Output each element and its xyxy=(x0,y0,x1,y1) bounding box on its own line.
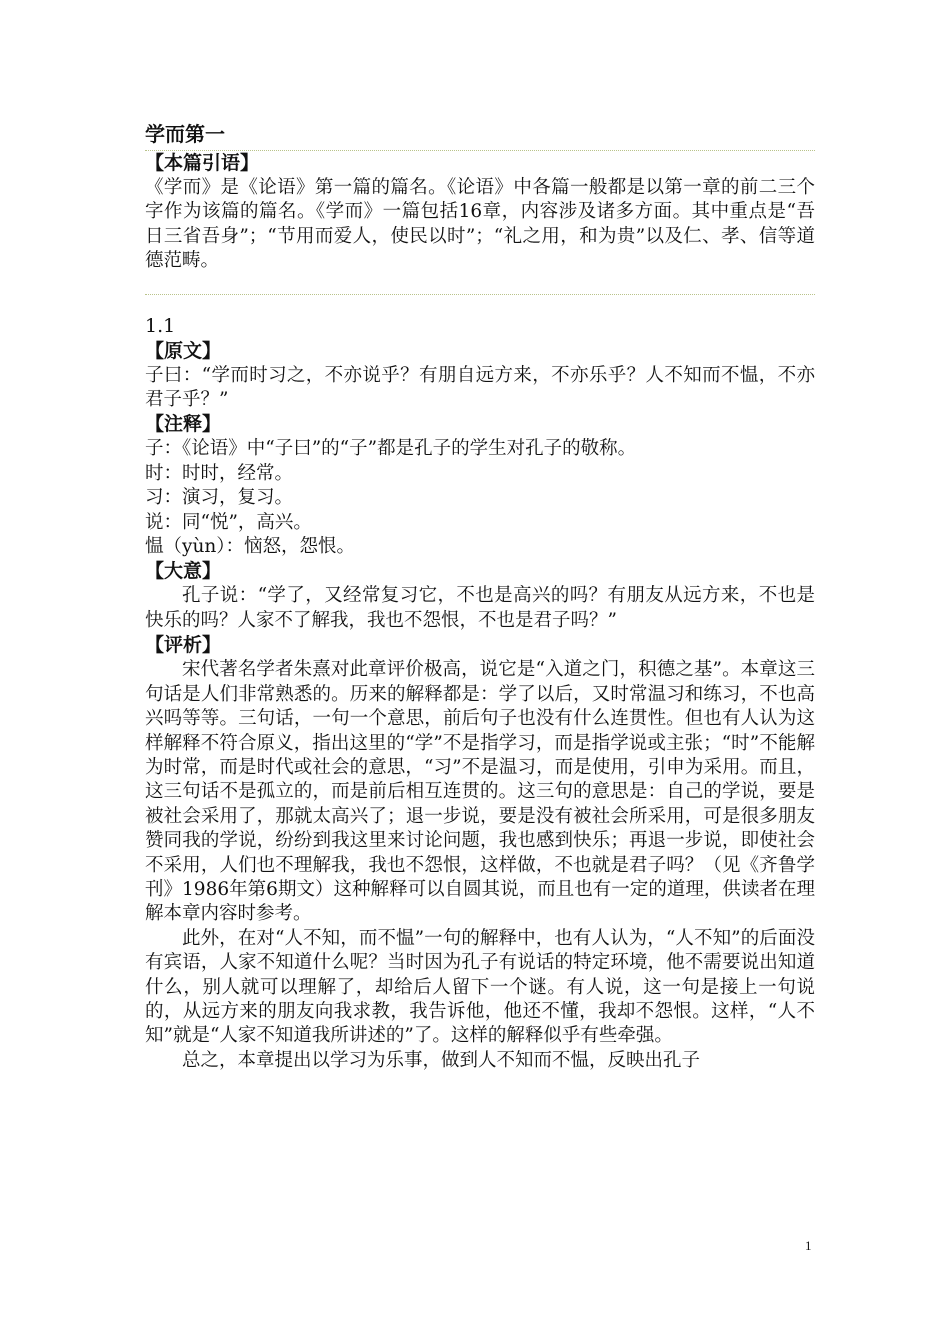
intro-text: 《学而》是《论语》第一篇的篇名。《论语》中各篇一般都是以第一章的前二三个字作为该篇的篇名。《学而》一篇包括16章，内容涉及诸多方面。其中重点是“吾日三省吾身”；“节用而爱人，使民以时”；“礼之用，和为贵”以及仁、孝、信等道德范畴。 xyxy=(145,177,815,272)
page-number: 1 xyxy=(805,1238,812,1253)
section-number: 1.1 xyxy=(145,314,176,337)
page-content xyxy=(145,118,815,1073)
meaning-text: 孔子说：“学了，又经常复习它，不也是高兴的吗？有朋友从远方来，不也是快乐的吗？人家不了解我，我也不怨恨，不也是君子吗？” xyxy=(145,585,815,631)
note-item: 子：《论语》中“子曰”的“子”都是孔子的学生对孔子的敬称。 xyxy=(145,438,637,460)
note-item: 愠（yùn）：恼怒，怨恨。 xyxy=(145,536,356,558)
original-header: 【原文】 xyxy=(145,339,222,362)
meaning-header: 【大意】 xyxy=(145,560,222,583)
notes-header: 【注释】 xyxy=(145,413,222,436)
intro-header: 【本篇引语】 xyxy=(145,152,260,174)
analysis-paragraph: 此外，在对“人不知，而不愠”一句的解释中，也有人认为，“人不知”的后面没有宾语，人家不知道什么呢？当时因为孔子有说话的特定环境，他不需要说出知道什么，别人就可以理解了，却给后人留下一个谜。有人说，这一句是接上一句说的，从远方来的朋友向我求教，我告诉他，他还不懂，我却不怨恨。这样，“人不知”就是“人家不知道我所讲述的”了。这样的解释似乎有些牵强。 xyxy=(145,927,815,1047)
chapter-title: 学而第一 xyxy=(145,122,225,146)
original-text: 子曰：“学而时习之，不亦说乎？有朋自远方来，不亦乐乎？人不知而不愠，不亦君子乎？” xyxy=(145,364,815,411)
analysis-header: 【评析】 xyxy=(145,634,222,657)
analysis-paragraph: 宋代著名学者朱熹对此章评价极高，说它是“入道之门，积德之基”。本章这三句话是人们非常熟悉的。历来的解释都是：学了以后，又时常温习和练习，不也高兴吗等等。三句话，一句一个意思，前后句子也没有什么连贯性。但也有人认为这样解释不符合原义，指出这里的“学”不是指学习，而是指学说或主张；“时”不能解为时常，而是时代或社会的意思，“习”不是温习，而是使用，引申为采用。而且，这三句话不是孤立的，而是前后相互连贯的。这三句的意思是：自己的学说，要是被社会采用了，那就太高兴了；退一步说，要是没有被社会所采用，可是很多朋友赞同我的学说，纷纷到我这里来讨论问题，我也感到快乐；再退一步说，即使社会不采用，人们也不理解我，我也不怨恨，这样做，不也就是君子吗？（见《齐鲁学刊》1986年第6期文）这种解释可以自圆其说，而且也有一定的道理，供读者在理解本章内容时参考。 xyxy=(145,659,815,925)
note-item: 时：时时，经常。 xyxy=(145,462,294,484)
analysis-paragraph: 总之，本章提出以学习为乐事，做到人不知而不愠，反映出孔子 xyxy=(182,1049,701,1071)
note-item: 说：同“悦”，高兴。 xyxy=(145,511,312,533)
note-item: 习：演习，复习。 xyxy=(145,487,294,509)
